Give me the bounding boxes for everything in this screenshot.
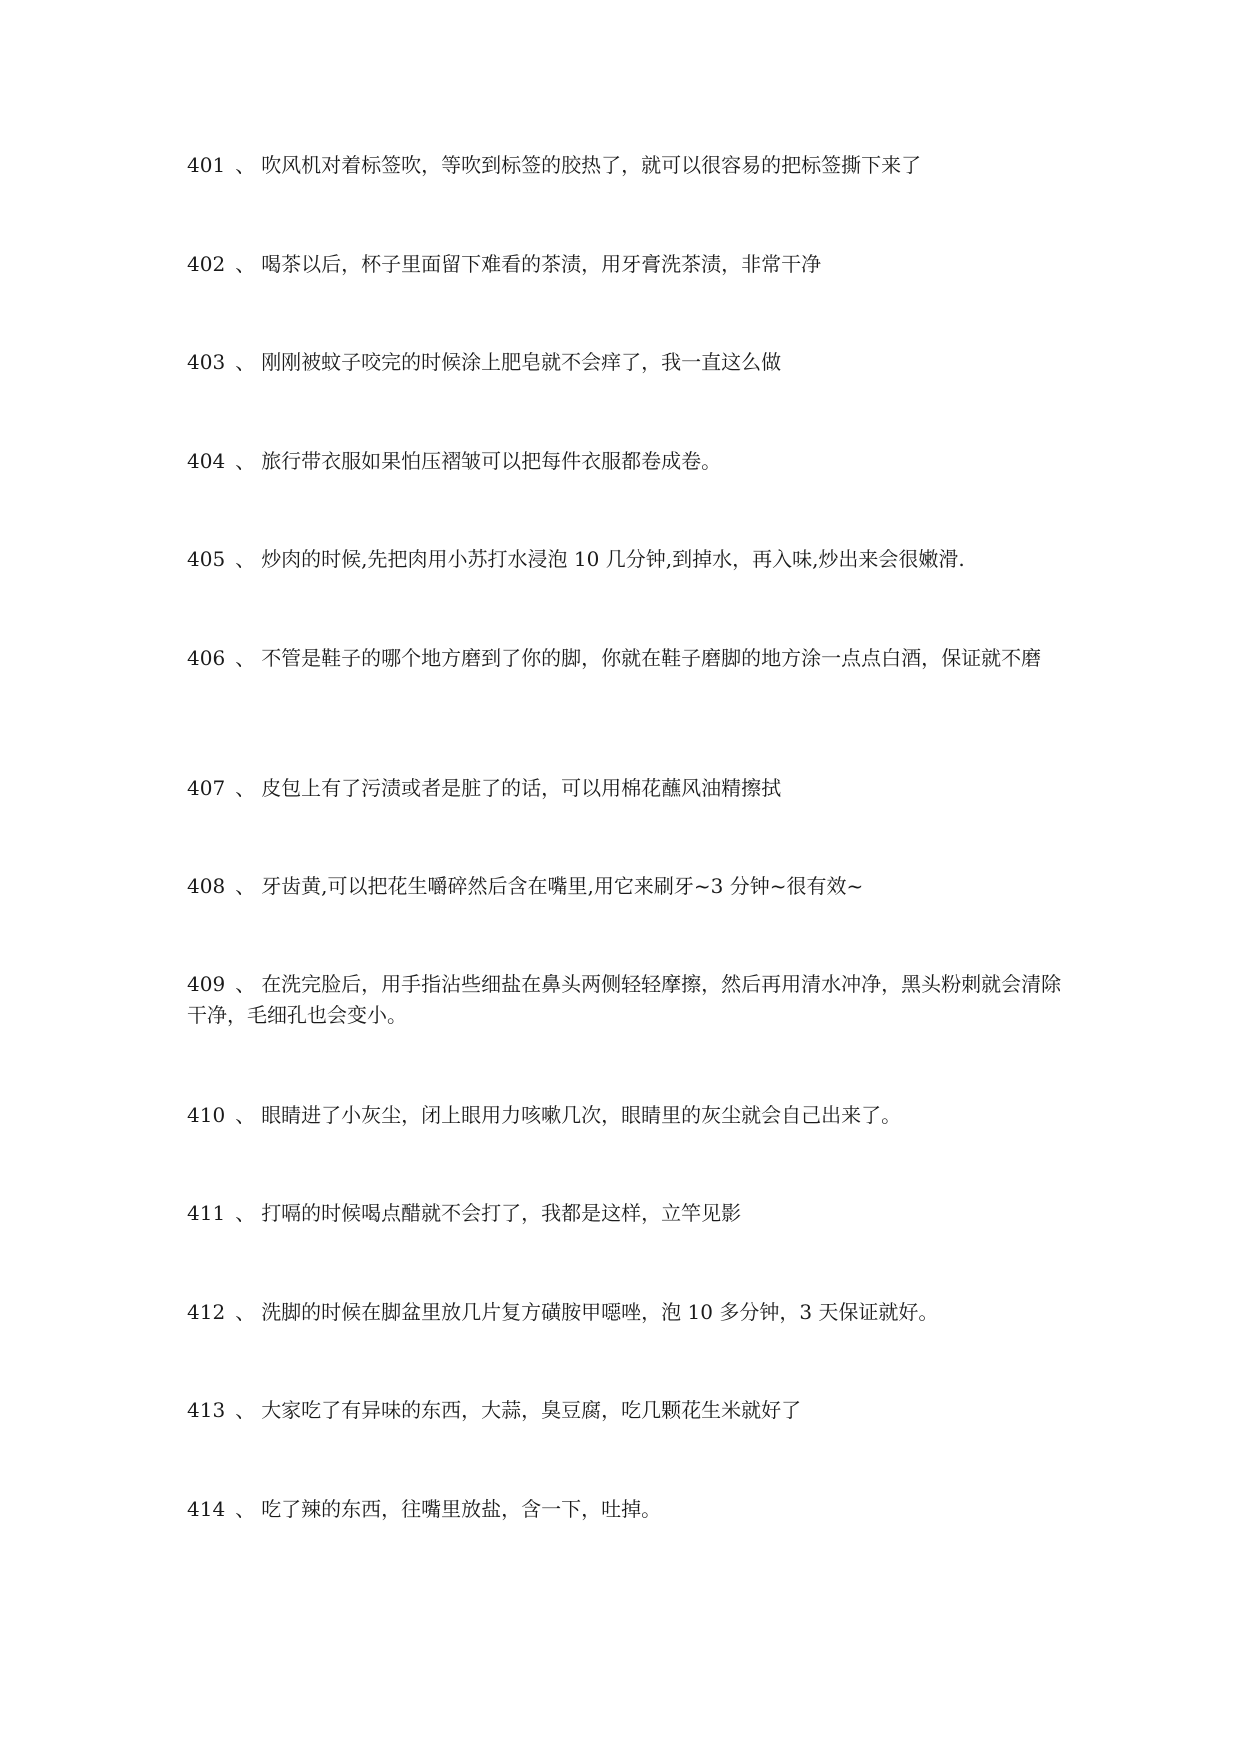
tip-text: 不管是鞋子的哪个地方磨到了你的脚，你就在鞋子磨脚的地方涂一点点白酒，保证就不磨 <box>261 646 1042 670</box>
tip-number: 401 <box>187 153 226 177</box>
tip-separator: 、 <box>235 646 256 670</box>
tip-number: 414 <box>187 1497 226 1521</box>
tip-item-406 <box>187 643 1067 674</box>
tip-item-408 <box>187 871 1067 902</box>
tip-number: 408 <box>187 874 226 898</box>
tip-number: 406 <box>187 646 226 670</box>
tip-separator: 、 <box>235 547 256 571</box>
tip-item-401 <box>187 150 1067 181</box>
tip-text: 大家吃了有异味的东西，大蒜，臭豆腐，吃几颗花生米就好了 <box>261 1398 802 1422</box>
tip-separator: 、 <box>235 1497 256 1521</box>
tip-separator: 、 <box>235 1103 256 1127</box>
tip-text: 在洗完脸后，用手指沾些细盐在鼻头两侧轻轻摩擦，然后再用清水冲净，黑头粉刺就会清除干净，毛细孔也会变小。 <box>187 972 1062 1027</box>
tip-text: 刚刚被蚊子咬完的时候涂上肥皂就不会痒了，我一直这么做 <box>261 350 782 374</box>
tip-item-410 <box>187 1100 1067 1131</box>
tip-item-414 <box>187 1494 1067 1525</box>
tip-separator: 、 <box>235 874 256 898</box>
tip-text: 吃了辣的东西，往嘴里放盐，含一下，吐掉。 <box>261 1497 662 1521</box>
tip-separator: 、 <box>235 350 256 374</box>
tip-item-409 <box>187 969 1067 1031</box>
tip-separator: 、 <box>235 252 256 276</box>
tip-number: 407 <box>187 776 226 800</box>
tip-number: 409 <box>187 972 226 996</box>
tip-separator: 、 <box>235 776 256 800</box>
tip-text: 打嗝的时候喝点醋就不会打了，我都是这样，立竿见影 <box>261 1201 742 1225</box>
tip-separator: 、 <box>235 972 256 996</box>
tip-text: 眼睛进了小灰尘，闭上眼用力咳嗽几次，眼睛里的灰尘就会自己出来了。 <box>261 1103 902 1127</box>
tip-number: 403 <box>187 350 226 374</box>
tip-item-404 <box>187 446 1067 477</box>
tip-text: 炒肉的时候,先把肉用小苏打水浸泡 10 几分钟,到掉水，再入味,炒出来会很嫩滑. <box>261 547 965 571</box>
tip-separator: 、 <box>235 1201 256 1225</box>
tip-number: 413 <box>187 1398 226 1422</box>
tip-separator: 、 <box>235 153 256 177</box>
tip-item-403 <box>187 347 1067 378</box>
tip-text: 旅行带衣服如果怕压褶皱可以把每件衣服都卷成卷。 <box>261 449 722 473</box>
tip-item-407 <box>187 773 1067 804</box>
tip-item-412 <box>187 1297 1067 1328</box>
tip-separator: 、 <box>235 449 256 473</box>
tip-number: 410 <box>187 1103 226 1127</box>
tip-number: 411 <box>187 1201 226 1225</box>
tip-number: 404 <box>187 449 226 473</box>
tip-text: 皮包上有了污渍或者是脏了的话，可以用棉花蘸风油精擦拭 <box>261 776 782 800</box>
tip-number: 402 <box>187 252 226 276</box>
tip-text: 洗脚的时候在脚盆里放几片复方磺胺甲噁唑，泡 10 多分钟，3 天保证就好。 <box>261 1300 939 1324</box>
tip-number: 412 <box>187 1300 226 1324</box>
tip-text: 吹风机对着标签吹，等吹到标签的胶热了，就可以很容易的把标签撕下来了 <box>261 153 922 177</box>
tip-text: 牙齿黄,可以把花生嚼碎然后含在嘴里,用它来刷牙~3 分钟~很有效~ <box>261 874 864 898</box>
tip-item-405 <box>187 544 1067 575</box>
tip-separator: 、 <box>235 1398 256 1422</box>
tip-text: 喝茶以后，杯子里面留下难看的茶渍，用牙膏洗茶渍，非常干净 <box>261 252 822 276</box>
tip-item-402 <box>187 249 1067 280</box>
tip-item-413 <box>187 1395 1067 1426</box>
tip-number: 405 <box>187 547 226 571</box>
tip-separator: 、 <box>235 1300 256 1324</box>
tip-item-411 <box>187 1198 1067 1229</box>
